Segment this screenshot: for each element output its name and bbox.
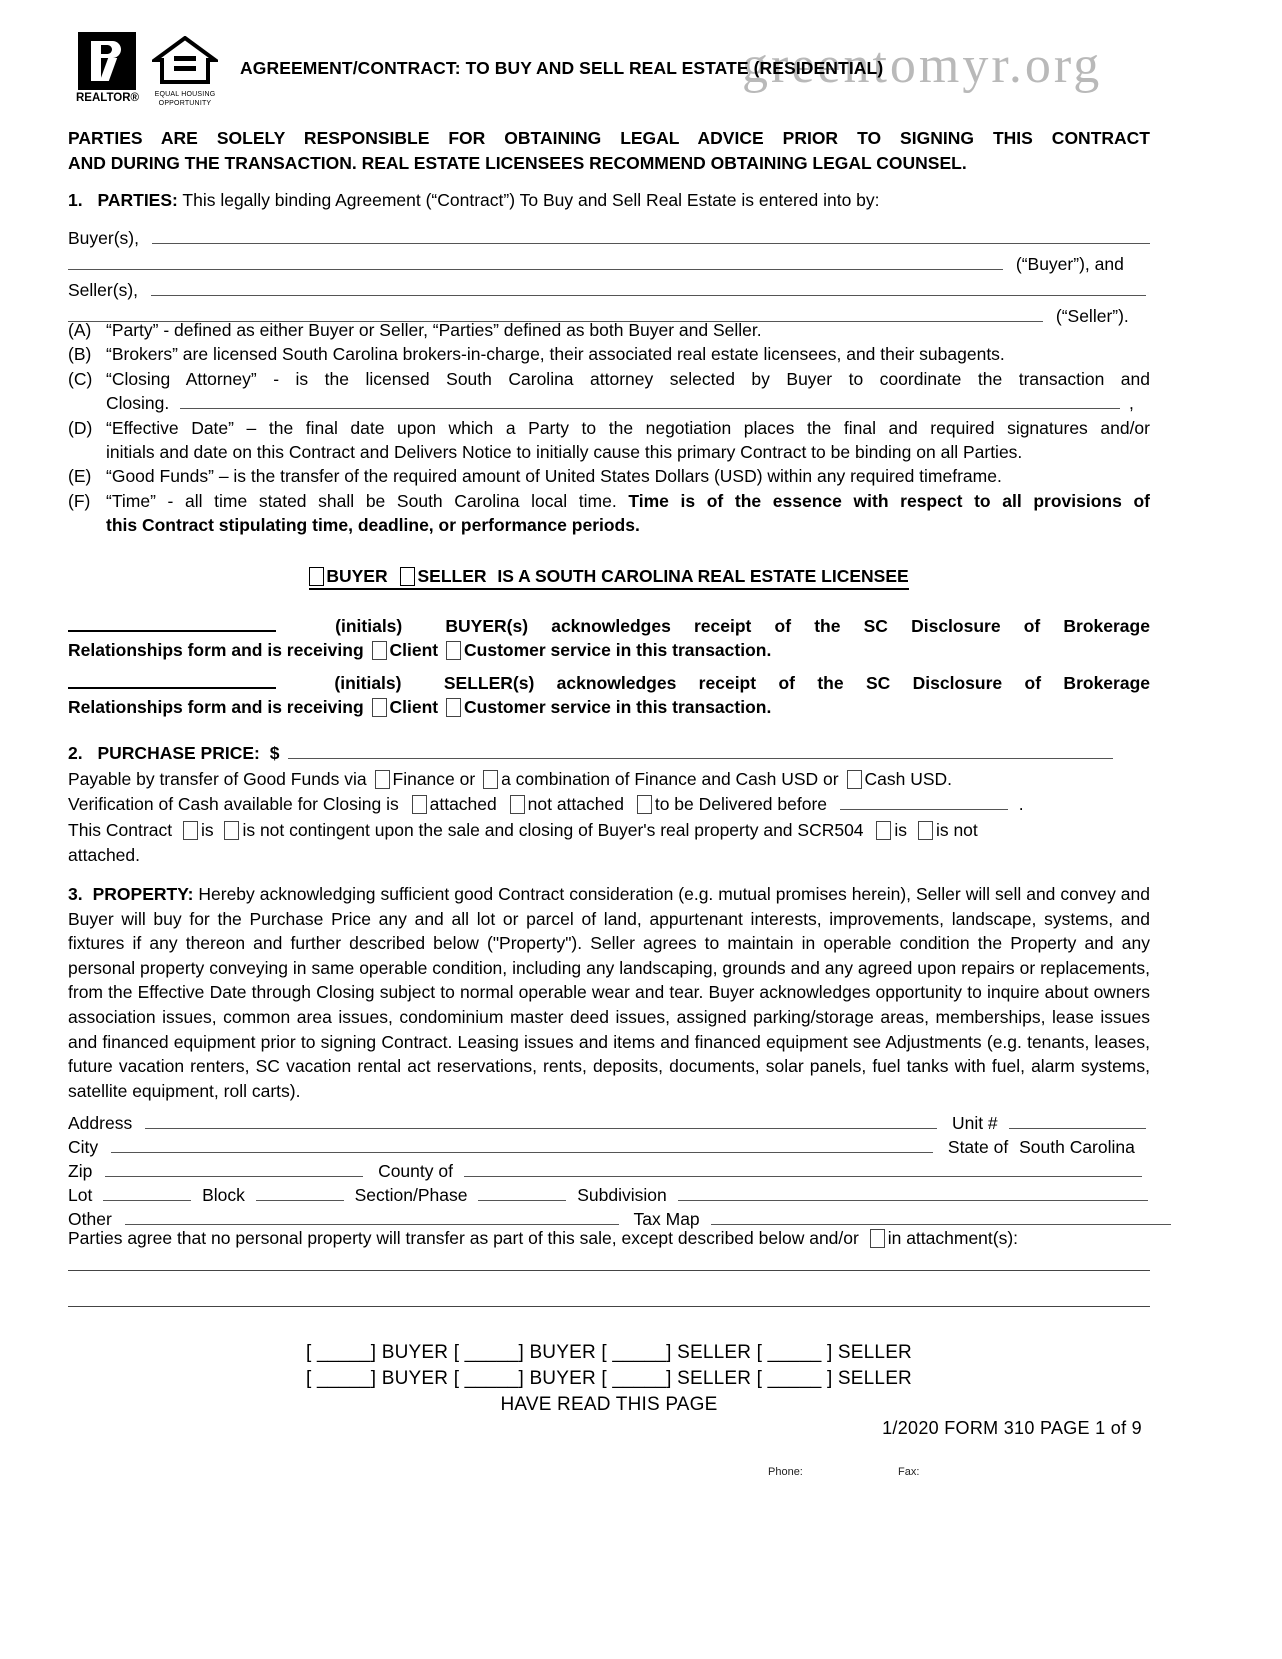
- definition-f-text: “Time” - all time stated shall be South Carolina local time.: [106, 490, 629, 511]
- attached-checkbox[interactable]: [412, 795, 427, 814]
- scr504-is-checkbox[interactable]: [876, 821, 891, 840]
- attached-label: attached: [429, 794, 497, 814]
- lot-block-row: [68, 1183, 1150, 1207]
- personal-property-line-1[interactable]: [68, 1270, 1150, 1271]
- legal-notice: [68, 126, 1150, 176]
- purchase-price-dollar: $: [269, 743, 280, 763]
- attachments-checkbox[interactable]: [870, 1229, 885, 1248]
- seller-name-input[interactable]: [151, 278, 1146, 296]
- tax-map-input[interactable]: [711, 1207, 1171, 1225]
- definition-d: [68, 416, 1150, 440]
- scr504-is-not-checkbox[interactable]: [918, 821, 933, 840]
- purchase-price-input[interactable]: [288, 741, 1113, 759]
- personal-property-text: Parties agree that no personal property will transfer as part of this sale, except described below and/or: [68, 1228, 859, 1248]
- section-phase-input[interactable]: [478, 1183, 566, 1201]
- buyer-initials-input[interactable]: [68, 613, 276, 632]
- equal-housing-logo: [148, 32, 222, 108]
- watermark-text: greentomyr.org: [742, 37, 1103, 94]
- buyer-customer-label: Customer service in this transaction.: [464, 640, 772, 660]
- attachments-label: in attachment(s):: [887, 1228, 1019, 1248]
- scr504-is-not-label: is not: [935, 819, 978, 840]
- zip-label: Zip: [68, 1161, 93, 1181]
- scr504-is-label: is: [894, 819, 908, 840]
- licensee-declaration: [68, 566, 1150, 590]
- legal-notice-line1: PARTIES ARE SOLELY RESPONSIBLE FOR OBTAINING LEGAL ADVICE PRIOR TO SIGNING THIS CONTRACT: [68, 128, 1150, 148]
- definition-a-text: “Party” - defined as either Buyer or Seller, “Parties” defined as both Buyer and Seller.: [106, 320, 762, 340]
- section-1-parties: [68, 188, 1150, 212]
- subdivision-label: Subdivision: [577, 1185, 667, 1205]
- property-fields: [68, 1111, 1150, 1231]
- zip-county-row: [68, 1159, 1150, 1183]
- footer-initials-row-1[interactable]: [ _____] BUYER [ _____] BUYER [ _____] SELLER [ _____ ] SELLER: [306, 1342, 912, 1363]
- buyer-licensee-label: BUYER: [326, 566, 388, 586]
- section-3-body: Hereby acknowledging sufficient good Contract consideration (e.g. mutual promises herein), Seller will sell and convey and Buyer will buy for the Purchase Price any and all lot or parcel of land, appurtenant interests, improvements, landscape, systems, and fixtures if any thereon and further described below ("Property"). Seller agrees to maintain in operable condition the Property and any personal property conveying in same operable condition, including any landscaping, grounds and any agreed upon repairs or replacements, from the Effective Date through Closing subject to normal operable wear and tear. Buyer acknowledges opportunity to inquire about owners association issues, common area issues, condominium master deed issues, assigned parking/storage areas, memberships, lease issues and financed equipment prior to signing Contract. Leasing issues and items and financed equipment see Adjustments (e.g. tenants, leases, future vacation renters, SC vacation rental act reservations, rents, deposits, documents, solar panels, fuel tanks with fuel, alarm systems, satellite equipment, roll carts).: [68, 884, 1150, 1101]
- verification-row: [68, 792, 1150, 818]
- purchase-price-row: [68, 741, 1150, 767]
- payable-text: Payable by transfer of Good Funds via: [68, 768, 367, 789]
- zip-input[interactable]: [105, 1159, 363, 1177]
- delivered-before-checkbox[interactable]: [637, 795, 652, 814]
- lot-input[interactable]: [103, 1183, 191, 1201]
- cash-checkbox[interactable]: [847, 770, 862, 789]
- definition-f-label: (F): [68, 490, 91, 511]
- contingent-is-checkbox[interactable]: [183, 821, 198, 840]
- section-2-heading: PURCHASE PRICE:: [97, 743, 260, 763]
- seller-licensee-checkbox[interactable]: [400, 567, 415, 586]
- buyer-ack-text: BUYER(s) acknowledges receipt of the SC Disclosure of Brokerage: [445, 616, 1150, 636]
- contingent-is-not-checkbox[interactable]: [224, 821, 239, 840]
- delivered-before-input[interactable]: [840, 792, 1008, 810]
- personal-property-line-2[interactable]: [68, 1306, 1150, 1307]
- buyer-label: Buyer(s),: [68, 228, 139, 248]
- definition-a: [68, 318, 1150, 342]
- seller-ack-text: SELLER(s) acknowledges receipt of the SC Disclosure of Brokerage: [443, 673, 1150, 693]
- section-3-heading: PROPERTY:: [92, 884, 194, 904]
- have-read-this-page: HAVE READ THIS PAGE: [500, 1394, 718, 1415]
- definition-c-label: (C): [68, 368, 93, 389]
- buyer-acknowledgement: [68, 613, 1150, 662]
- footer-initials-block: [68, 1340, 1150, 1418]
- block-input[interactable]: [256, 1183, 344, 1201]
- page-title: AGREEMENT/CONTRACT: TO BUY AND SELL REAL ESTATE (RESIDENTIAL): [240, 58, 884, 78]
- section-3-property: [68, 882, 1150, 1103]
- definition-f-line2: this Contract stipulating time, deadline, or performance periods.: [106, 515, 640, 536]
- section-1-intro: This legally binding Agreement (“Contract”) To Buy and Sell Real Estate is entered into by:: [182, 190, 880, 210]
- seller-label: Seller(s),: [68, 280, 139, 300]
- definition-f: [68, 489, 1150, 513]
- finance-label: Finance or: [392, 768, 476, 789]
- address-label: Address: [68, 1113, 133, 1133]
- seller-customer-label: Customer service in this transaction.: [464, 697, 772, 717]
- delivered-before-label: to be Delivered before: [654, 794, 828, 814]
- seller-suffix: (“Seller”).: [1055, 306, 1129, 326]
- buyer-name-input-2[interactable]: [68, 252, 1003, 270]
- block-label: Block: [202, 1185, 245, 1205]
- form-reference-line: 1/2020 FORM 310 PAGE 1 of 9: [882, 1418, 1142, 1438]
- section-1-heading: PARTIES:: [97, 190, 178, 210]
- equal-housing-house-icon: [152, 36, 218, 86]
- finance-checkbox[interactable]: [375, 770, 390, 789]
- combination-label: a combination of Finance and Cash USD or: [501, 768, 839, 789]
- seller-initials-input[interactable]: [68, 670, 276, 689]
- attached-continuation: attached.: [68, 845, 140, 865]
- buyer-suffix: (“Buyer”), and: [1015, 254, 1124, 274]
- personal-property-note: [68, 1228, 1150, 1249]
- definition-e-label: (E): [68, 466, 92, 487]
- definition-c: [68, 367, 1150, 391]
- closing-attorney-input[interactable]: [180, 391, 1120, 409]
- state-value: South Carolina: [1019, 1137, 1135, 1157]
- definition-c-comma: ,: [1128, 393, 1134, 414]
- definition-b: [68, 342, 1150, 366]
- seller-relationship-text: Relationships form and is receiving: [68, 697, 364, 717]
- not-attached-label: not attached: [527, 794, 624, 814]
- definition-d-text: “Effective Date” – the final date upon which a Party to the negotiation places the final and required signatures and/or: [106, 417, 1150, 438]
- header-logos: [76, 32, 222, 108]
- seller-name-row: [68, 278, 1146, 301]
- seller-licensee-label: SELLER: [417, 566, 487, 586]
- buyer-name-row: [68, 226, 1150, 249]
- unit-input[interactable]: [1009, 1111, 1146, 1129]
- buyer-customer-checkbox[interactable]: [446, 641, 461, 660]
- payable-row: [68, 767, 1150, 793]
- realtor-logo: [76, 32, 138, 104]
- section-3-number: 3.: [68, 884, 83, 904]
- contingency-row: [68, 818, 1150, 844]
- definition-c-line2: [68, 391, 1150, 415]
- definition-d-line2: initials and date on this Contract and Delivers Notice to initially cause this primary Contract to be binding on all Parties.: [106, 442, 1023, 463]
- city-row: [68, 1135, 1150, 1159]
- definition-c-closing-label: Closing.: [106, 393, 170, 414]
- fax-label: Fax:: [898, 1466, 920, 1478]
- city-label: City: [68, 1137, 99, 1157]
- definition-d-label: (D): [68, 417, 93, 438]
- footer-initials-row-2[interactable]: [ _____] BUYER [ _____] BUYER [ _____] SELLER [ _____ ] SELLER: [306, 1368, 912, 1389]
- other-label: Other: [68, 1209, 112, 1229]
- definitions-list: [68, 318, 1150, 538]
- definition-e: [68, 464, 1150, 488]
- buyer-client-label: Client: [389, 640, 439, 660]
- subdivision-input[interactable]: [678, 1183, 1148, 1201]
- seller-acknowledgement: [68, 670, 1150, 719]
- seller-client-checkbox[interactable]: [372, 698, 387, 717]
- document-header: [68, 32, 1150, 114]
- not-attached-checkbox[interactable]: [510, 795, 525, 814]
- definition-b-label: (B): [68, 344, 92, 365]
- definition-e-text: “Good Funds” – is the transfer of the required amount of United States Dollars (USD) within any required timeframe.: [106, 466, 1002, 487]
- cash-label: Cash USD.: [864, 768, 953, 789]
- contingent-is-not-label: is not contingent upon the sale and closing of Buyer's real property and SCR504: [242, 819, 864, 840]
- licensee-rest-label: IS A SOUTH CAROLINA REAL ESTATE LICENSEE: [497, 566, 909, 586]
- lot-label: Lot: [68, 1185, 93, 1205]
- buyer-client-checkbox[interactable]: [372, 641, 387, 660]
- seller-client-label: Client: [389, 697, 439, 717]
- tax-map-label: Tax Map: [633, 1209, 700, 1229]
- buyer-initials-label: (initials): [335, 616, 403, 636]
- county-input[interactable]: [464, 1159, 1142, 1177]
- section-2-number: 2.: [68, 743, 83, 763]
- buyer-licensee-checkbox[interactable]: [309, 567, 324, 586]
- equal-housing-line2: OPPORTUNITY: [158, 99, 212, 107]
- section-1-number: 1.: [68, 190, 83, 210]
- definition-a-label: (A): [68, 320, 92, 340]
- city-input[interactable]: [111, 1135, 933, 1153]
- contract-contingency-text: This Contract: [68, 819, 173, 840]
- section-phase-label: Section/Phase: [354, 1185, 468, 1205]
- contingent-is-label: is: [200, 819, 214, 840]
- state-of-label: State of: [947, 1137, 1009, 1157]
- buyer-name-input[interactable]: [152, 226, 1150, 244]
- phone-label: Phone:: [768, 1466, 803, 1478]
- realtor-r-icon: [78, 32, 136, 90]
- definition-f-bold: Time is of the essence with respect to all provisions of: [628, 490, 1150, 511]
- seller-customer-checkbox[interactable]: [446, 698, 461, 717]
- definition-c-text: “Closing Attorney” - is the licensed South Carolina attorney selected by Buyer to coordinate the transaction and: [106, 368, 1150, 389]
- combination-checkbox[interactable]: [483, 770, 498, 789]
- realtor-label: REALTOR®: [76, 92, 139, 104]
- legal-notice-line2: AND DURING THE TRANSACTION. REAL ESTATE LICENSEES RECOMMEND OBTAINING LEGAL COUNSEL.: [68, 153, 967, 173]
- unit-label: Unit #: [951, 1113, 998, 1133]
- buyer-relationship-text: Relationships form and is receiving: [68, 640, 364, 660]
- seller-initials-label: (initials): [334, 673, 402, 693]
- other-input[interactable]: [125, 1207, 619, 1225]
- address-row: [68, 1111, 1150, 1135]
- equal-housing-line1: EQUAL HOUSING: [154, 91, 216, 98]
- section-2-purchase-price: [68, 741, 1150, 869]
- delivered-period: .: [1018, 794, 1024, 814]
- address-input[interactable]: [145, 1111, 937, 1129]
- verification-text: Verification of Cash available for Closing is: [68, 794, 399, 814]
- definition-b-text: “Brokers” are licensed South Carolina brokers-in-charge, their associated real estate licensees, and their subagents.: [106, 344, 1005, 365]
- buyer-name-row-2: [68, 252, 1124, 275]
- county-of-label: County of: [378, 1161, 453, 1181]
